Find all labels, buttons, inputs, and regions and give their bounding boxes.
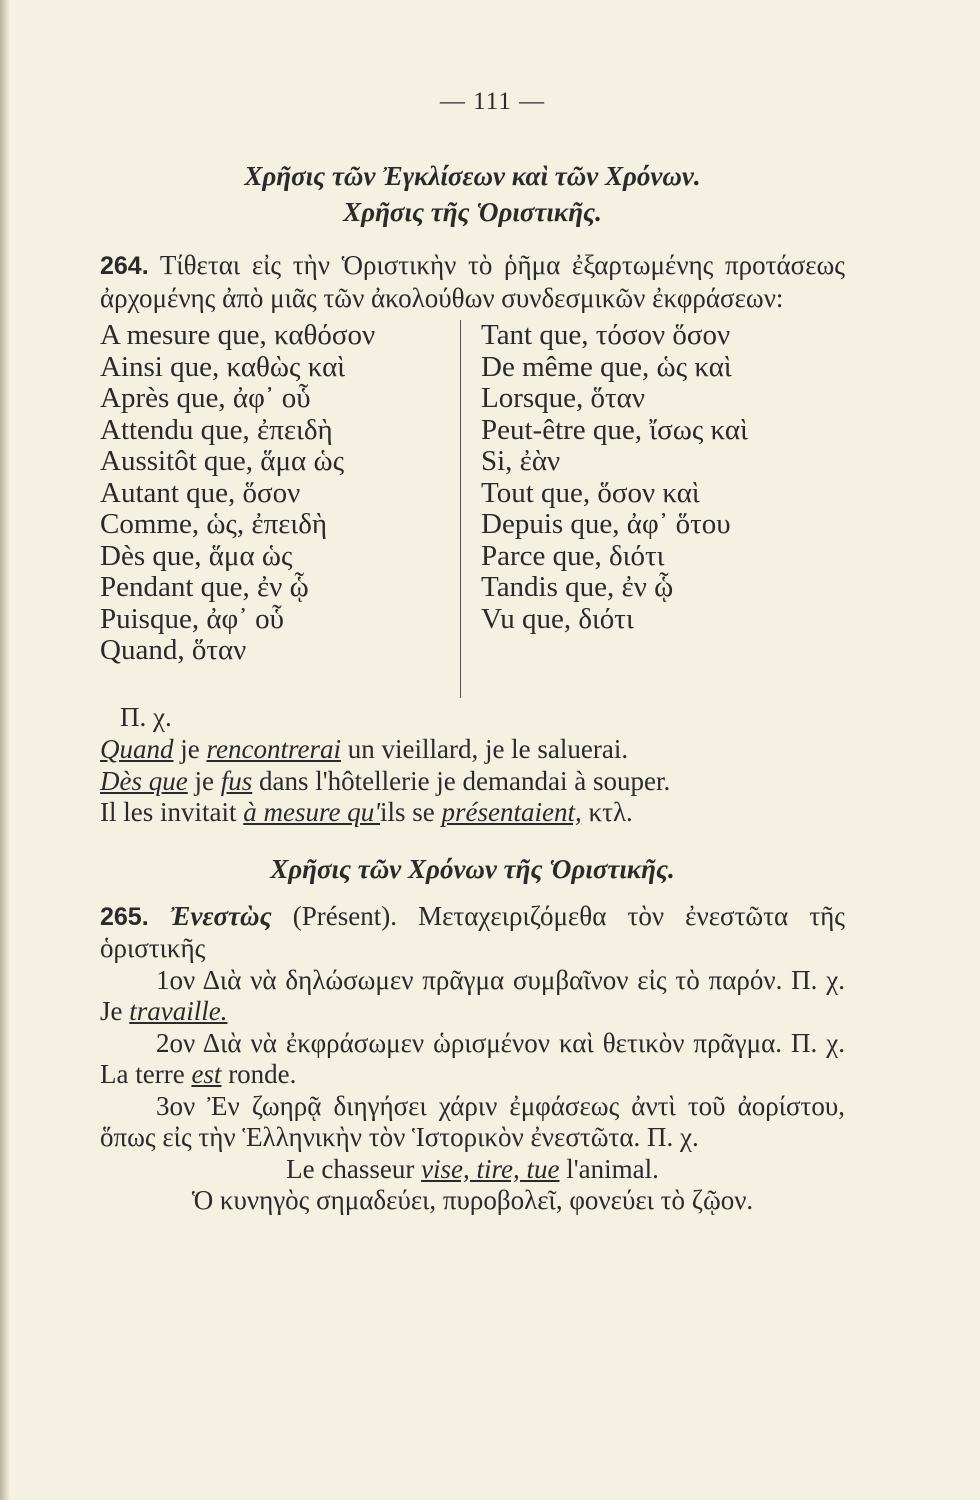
conjunction-item: Depuis que, ἀφ᾽ ὅτου xyxy=(481,508,731,540)
conjunction-column-left xyxy=(100,320,460,698)
paragraph-264-text: Τίθεται εἰς τὴν Ὁριστικὴν τὸ ῥῆμα ἐξαρτωμένης προτάσεως ἀρχομένης ἀπὸ μιᾶς τῶν ἀκολούθων συνδεσμικῶν ἐκφράσεων: xyxy=(100,250,845,313)
example-text: ils se xyxy=(380,797,442,827)
section-subheading: Χρῆσις τῶν Χρόνων τῆς Ὁριστικῆς. xyxy=(270,853,675,884)
conjunction-item: Tandis que, ἐν ᾧ xyxy=(481,571,674,603)
example-verb: travaille. xyxy=(129,996,228,1026)
page-spine-shadow xyxy=(0,0,10,1500)
example-conjunction: Quand xyxy=(100,734,174,764)
list-item-1 xyxy=(100,965,845,1028)
example-french xyxy=(100,1154,845,1186)
list-item-3: 3ον Ἐν ζωηρᾷ διηγήσει χάριν ἐμφάσεως ἀντὶ τοῦ ἀορίστου, ὅπως εἰς τὴν Ἑλληνικὴν τὸν Ἱστορικὸν ἐνεστῶτα. Π. χ. xyxy=(100,1090,845,1152)
example-verb: fus xyxy=(220,765,253,796)
list-item-text: 1ον Διὰ νὰ δηλώσωμεν πρᾶγμα συμβαῖνον εἰς τὸ παρόν. Π. χ. Je xyxy=(100,964,845,1026)
conjunction-item: Ainsi que, καθὼς καὶ xyxy=(100,350,346,383)
example-text: je xyxy=(173,734,207,764)
conjunction-item: Tant que, τόσον ὅσον xyxy=(481,319,731,351)
conjunction-item: Vu que, διότι xyxy=(481,602,634,635)
example-text: κτλ. xyxy=(581,797,633,827)
example-text: Le chasseur xyxy=(286,1153,422,1184)
conjunction-item: De même que, ὡς καὶ xyxy=(481,350,732,383)
conjunction-item: Si, ἐὰν xyxy=(481,445,561,477)
conjunction-item: Peut-être que, ἴσως καὶ xyxy=(481,413,748,446)
chapter-heading-line2: Χρῆσις τῆς Ὁριστικῆς. xyxy=(343,197,602,227)
conjunction-item: Dès que, ἅμα ὡς xyxy=(100,539,293,572)
example-text: Il les invitait xyxy=(100,797,244,827)
conjunction-item: Tout que, ὅσον καὶ xyxy=(481,476,700,509)
conjunction-table xyxy=(100,320,845,698)
example-text: l'animal. xyxy=(559,1153,659,1184)
tense-term: Ἐνεστὼς xyxy=(169,900,272,931)
example-text: je xyxy=(187,765,221,796)
example-sentence-3 xyxy=(100,797,845,829)
conjunction-item: Parce que, διότι xyxy=(481,539,665,572)
conjunction-item: Lorsque, ὅταν xyxy=(481,382,645,414)
example-sentence-1 xyxy=(100,734,845,766)
example-verb: présentaient, xyxy=(441,797,582,827)
book-page xyxy=(100,88,845,1217)
page-number: — 111 — xyxy=(439,88,546,115)
example-sentence-2 xyxy=(100,766,845,798)
example-greek: Ὁ κυνηγὸς σημαδεύει, πυροβολεῖ, φονεύει τὸ ζῷον. xyxy=(191,1185,754,1215)
conjunction-item: Puisque, ἀφ᾽ οὗ xyxy=(100,602,285,635)
conjunction-item: Pendant que, ἐν ᾧ xyxy=(100,571,309,603)
example-verb: est xyxy=(191,1059,222,1089)
conjunction-item: Quand, ὅταν xyxy=(100,634,247,666)
conjunction-item: Aussitôt que, ἅμα ὡς xyxy=(100,445,345,477)
paragraph-265-text: (Présent). Μεταχειριζόμεθα τὸν ἐνεστῶτα τῆς ὁριστικῆς xyxy=(100,900,845,963)
example-conjunction: Dès que xyxy=(100,765,188,796)
conjunction-item: A mesure que, καθόσον xyxy=(100,319,376,351)
list-item-text: 2ον Διὰ νὰ ἐκφράσωμεν ὡρισμένον καὶ θετικὸν πρᾶγμα. Π. χ. La terre xyxy=(100,1027,845,1089)
section-number-265: 265. xyxy=(100,902,149,931)
example-verb: rencontrerai xyxy=(206,734,341,764)
conjunction-item: Comme, ὡς, ἐπειδὴ xyxy=(100,508,328,540)
example-conjunction: à mesure qu' xyxy=(243,797,380,827)
paragraph-265 xyxy=(100,901,845,965)
conjunction-item: Attendu que, ἐπειδὴ xyxy=(100,413,333,446)
chapter-heading-line1: Χρῆσις τῶν Ἐγκλίσεων καὶ τῶν Χρόνων. xyxy=(244,161,701,191)
conjunction-item: Autant que, ὅσον xyxy=(100,476,301,509)
example-label: Π. χ. xyxy=(120,702,172,732)
paragraph-264 xyxy=(100,250,845,314)
conjunction-column-right xyxy=(460,320,748,698)
example-text: dans l'hôtellerie je demandai à souper. xyxy=(252,765,671,796)
example-text: un vieillard, je le saluerai. xyxy=(340,734,629,764)
example-verbs: vise, tire, tue xyxy=(421,1153,560,1184)
list-item-2 xyxy=(100,1028,845,1091)
list-item-text: ronde. xyxy=(221,1059,297,1089)
section-number-264: 264. xyxy=(100,252,149,280)
conjunction-item: Après que, ἀφ᾽ οὗ xyxy=(100,382,311,414)
